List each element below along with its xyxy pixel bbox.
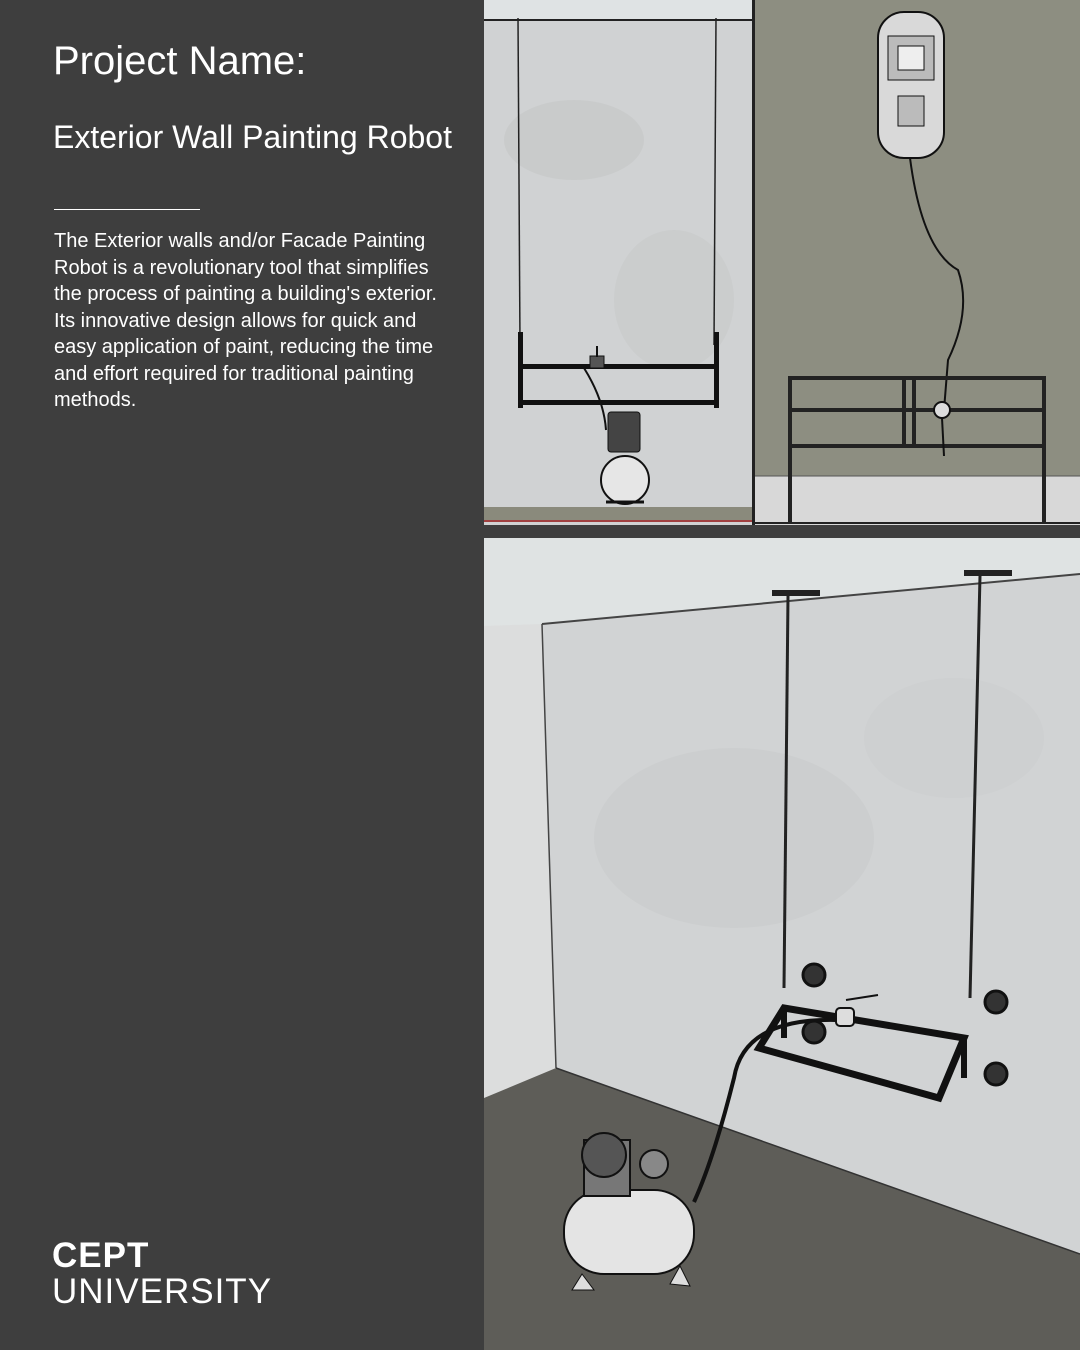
perspective-view-image	[484, 538, 1080, 1350]
logo-line-1: CEPT	[52, 1236, 150, 1275]
info-sidebar	[0, 0, 484, 1350]
project-description: The Exterior walls and/or Facade Painting Robot is a revolutionary tool that simplifies the process of painting a building's exterior. Its innovative design allows for quick and easy application of paint, reducing the time and effort required for traditional painting methods.	[54, 230, 437, 411]
title-divider	[54, 209, 200, 210]
front-elevation-image	[484, 0, 752, 525]
project-name-label: Project Name:	[53, 39, 307, 83]
logo-line-2: UNIVERSITY	[52, 1272, 273, 1311]
project-title: Exterior Wall Painting Robot	[53, 119, 452, 155]
cept-university-logo	[52, 1238, 272, 1310]
side-view-image	[752, 0, 1080, 525]
